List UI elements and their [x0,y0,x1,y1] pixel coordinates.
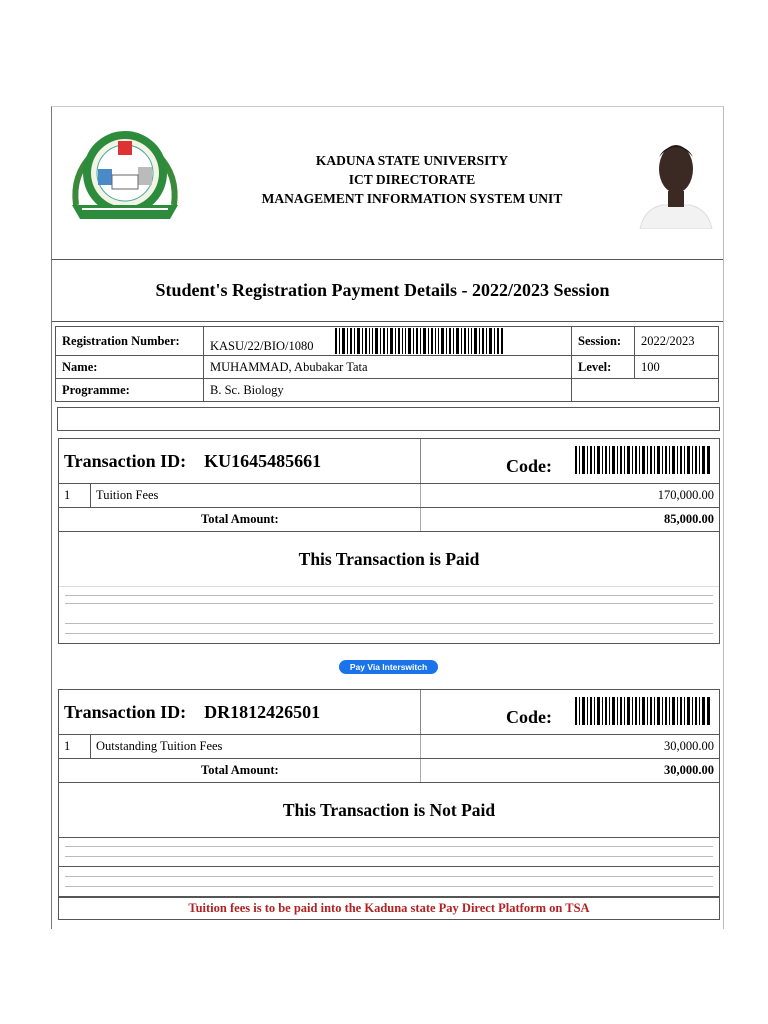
divider [420,439,421,483]
blank-lines [59,838,719,897]
total-label: Total Amount: [201,512,279,526]
empty-cell [572,379,719,402]
transaction-header [59,690,719,735]
spacer-row [57,407,720,431]
payment-slip [51,106,724,929]
level-value: 100 [635,356,719,379]
reg-number-value: KASU/22/BIO/1080 [210,338,314,353]
transaction-barcode-icon [575,446,710,474]
reg-number-label: Registration Number: [56,327,204,356]
name-label: Name: [56,356,204,379]
transaction-status: This Transaction is Paid [59,532,719,587]
transaction-block-2 [58,689,720,898]
total-label: Total Amount: [201,763,279,777]
reg-barcode-icon [335,328,503,354]
unit-name: MANAGEMENT INFORMATION SYSTEM UNIT [261,191,563,206]
total-amount: 85,000.00 [664,512,714,526]
transaction-block-1 [58,438,720,644]
total-amount: 30,000.00 [664,763,714,777]
page-title: Student's Registration Payment Details - 2022/2023 Session [155,280,610,300]
transaction-total-row [59,759,719,783]
university-name: KADUNA STATE UNIVERSITY [315,153,509,168]
transaction-total-row [59,508,719,532]
divider [90,484,91,507]
divider [420,484,421,507]
code-label: Code: [506,707,552,727]
transaction-barcode-icon [575,697,710,725]
item-amount: 170,000.00 [657,488,714,502]
transaction-item-row [59,484,719,508]
table-row [56,379,719,402]
header-text [232,151,592,208]
pay-via-interswitch-button[interactable]: Pay Via Interswitch [339,660,438,674]
programme-label: Programme: [56,379,204,402]
divider [420,759,421,782]
session-value: 2022/2023 [635,327,719,356]
divider [420,735,421,758]
code-label: Code: [506,456,552,476]
transaction-id [64,702,320,723]
title-box [52,260,723,322]
directorate-name: ICT DIRECTORATE [348,172,476,187]
divider [90,735,91,758]
transaction-id-label: Transaction ID: [64,451,187,471]
transaction-id-value: KU1645485661 [204,451,322,471]
student-info-table [55,326,719,402]
header [52,107,723,260]
reg-number-cell [204,327,572,356]
divider [420,690,421,734]
divider [420,508,421,531]
programme-value: B. Sc. Biology [204,379,572,402]
transaction-id-label: Transaction ID: [64,702,187,722]
item-number: 1 [64,488,71,502]
university-logo-icon [62,125,188,229]
transaction-id [64,451,321,472]
payment-notice: Tuition fees is to be paid into the Kaduna state Pay Direct Platform on TSA [58,896,720,920]
table-row [56,327,719,356]
transaction-status: This Transaction is Not Paid [59,783,719,838]
item-number: 1 [64,739,71,753]
transaction-item-row [59,735,719,759]
item-description: Tuition Fees [96,488,159,502]
item-amount: 30,000.00 [664,739,714,753]
student-photo [636,129,716,229]
table-row [56,356,719,379]
transaction-id-value: DR1812426501 [204,702,321,722]
transaction-header [59,439,719,484]
name-value: MUHAMMAD, Abubakar Tata [204,356,572,379]
item-description: Outstanding Tuition Fees [96,739,223,753]
blank-lines [59,587,719,643]
session-label: Session: [572,327,635,356]
level-label: Level: [572,356,635,379]
